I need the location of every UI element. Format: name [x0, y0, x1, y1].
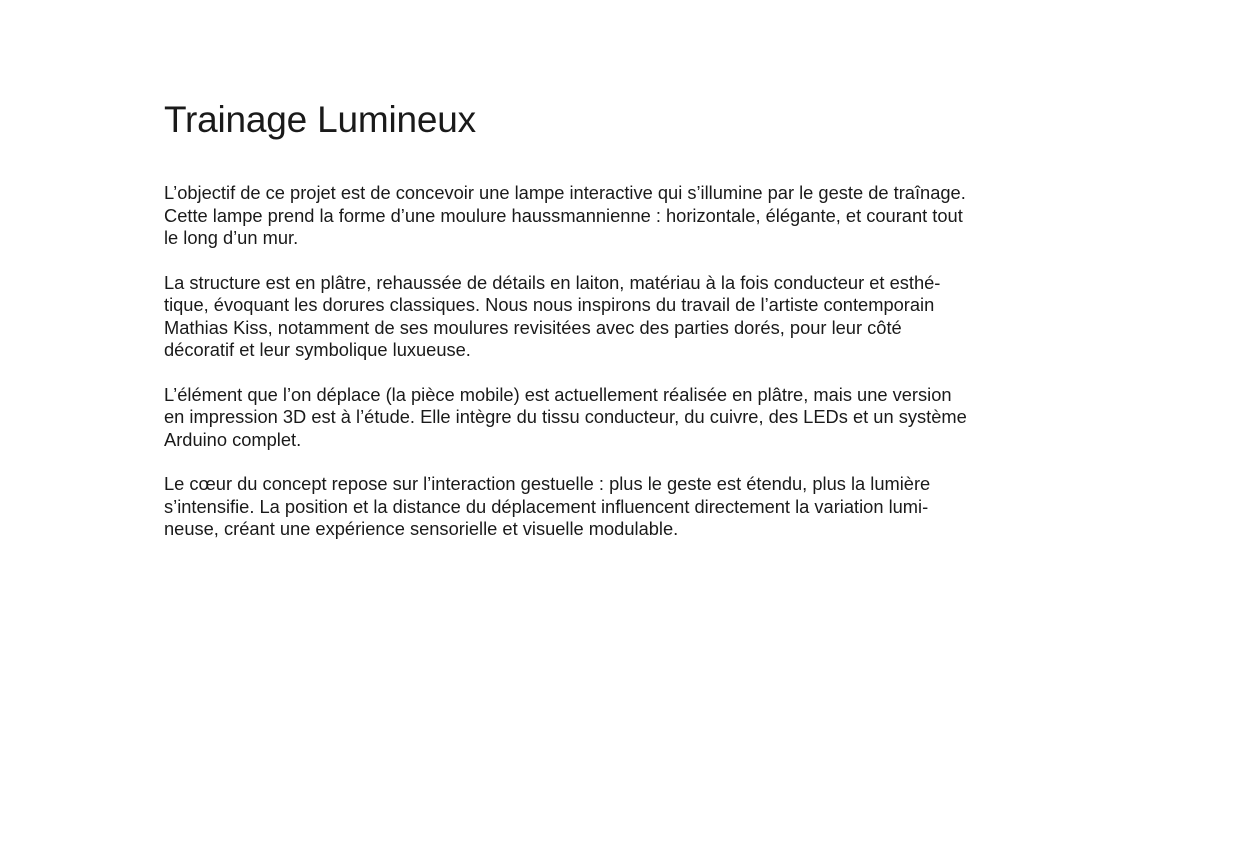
- paragraph-line: neuse, créant une expérience sensorielle et visuelle modulable.: [164, 518, 679, 539]
- paragraph-line: La structure est en plâtre, rehaussée de détails en laiton, matériau à la fois conducteur et esthé-: [164, 271, 941, 293]
- paragraph-line: Le cœur du concept repose sur l’interaction gestuelle : plus le geste est étendu, plus la lumière: [164, 473, 931, 494]
- paragraph-line: s’intensifie. La position et la distance du déplacement influencent directement la variation lumi-: [164, 495, 929, 517]
- paragraph-line: tique, évoquant les dorures classiques. Nous nous inspirons du travail de l’artiste contemporain: [164, 294, 935, 315]
- paragraph-line: Mathias Kiss, notamment de ses moulures revisitées avec des parties dorés, pour leur côté: [164, 316, 902, 338]
- paragraph-line: L’élément que l’on déplace (la pièce mobile) est actuellement réalisée en plâtre, mais une version: [164, 383, 952, 405]
- paragraph-objective: [164, 182, 994, 250]
- paragraph-line: Arduino complet.: [164, 428, 302, 450]
- paragraph-line: décoratif et leur symbolique luxueuse.: [164, 339, 471, 360]
- document-page: [164, 98, 994, 563]
- paragraph-concept: [164, 473, 994, 541]
- paragraph-line: le long d’un mur.: [164, 227, 299, 248]
- paragraph-mobile-piece: [164, 384, 994, 452]
- page-title: Trainage Lumineux: [164, 99, 476, 140]
- paragraph-line: Cette lampe prend la forme d’une moulure haussmannienne : horizontale, élégante, et courant tout: [164, 204, 963, 226]
- paragraph-line: en impression 3D est à l’étude. Elle intègre du tissu conducteur, du cuivre, des LEDs et un système: [164, 406, 967, 427]
- paragraph-structure: [164, 272, 994, 362]
- paragraph-line: L’objectif de ce projet est de concevoir une lampe interactive qui s’illumine par le geste de traînage.: [164, 182, 966, 203]
